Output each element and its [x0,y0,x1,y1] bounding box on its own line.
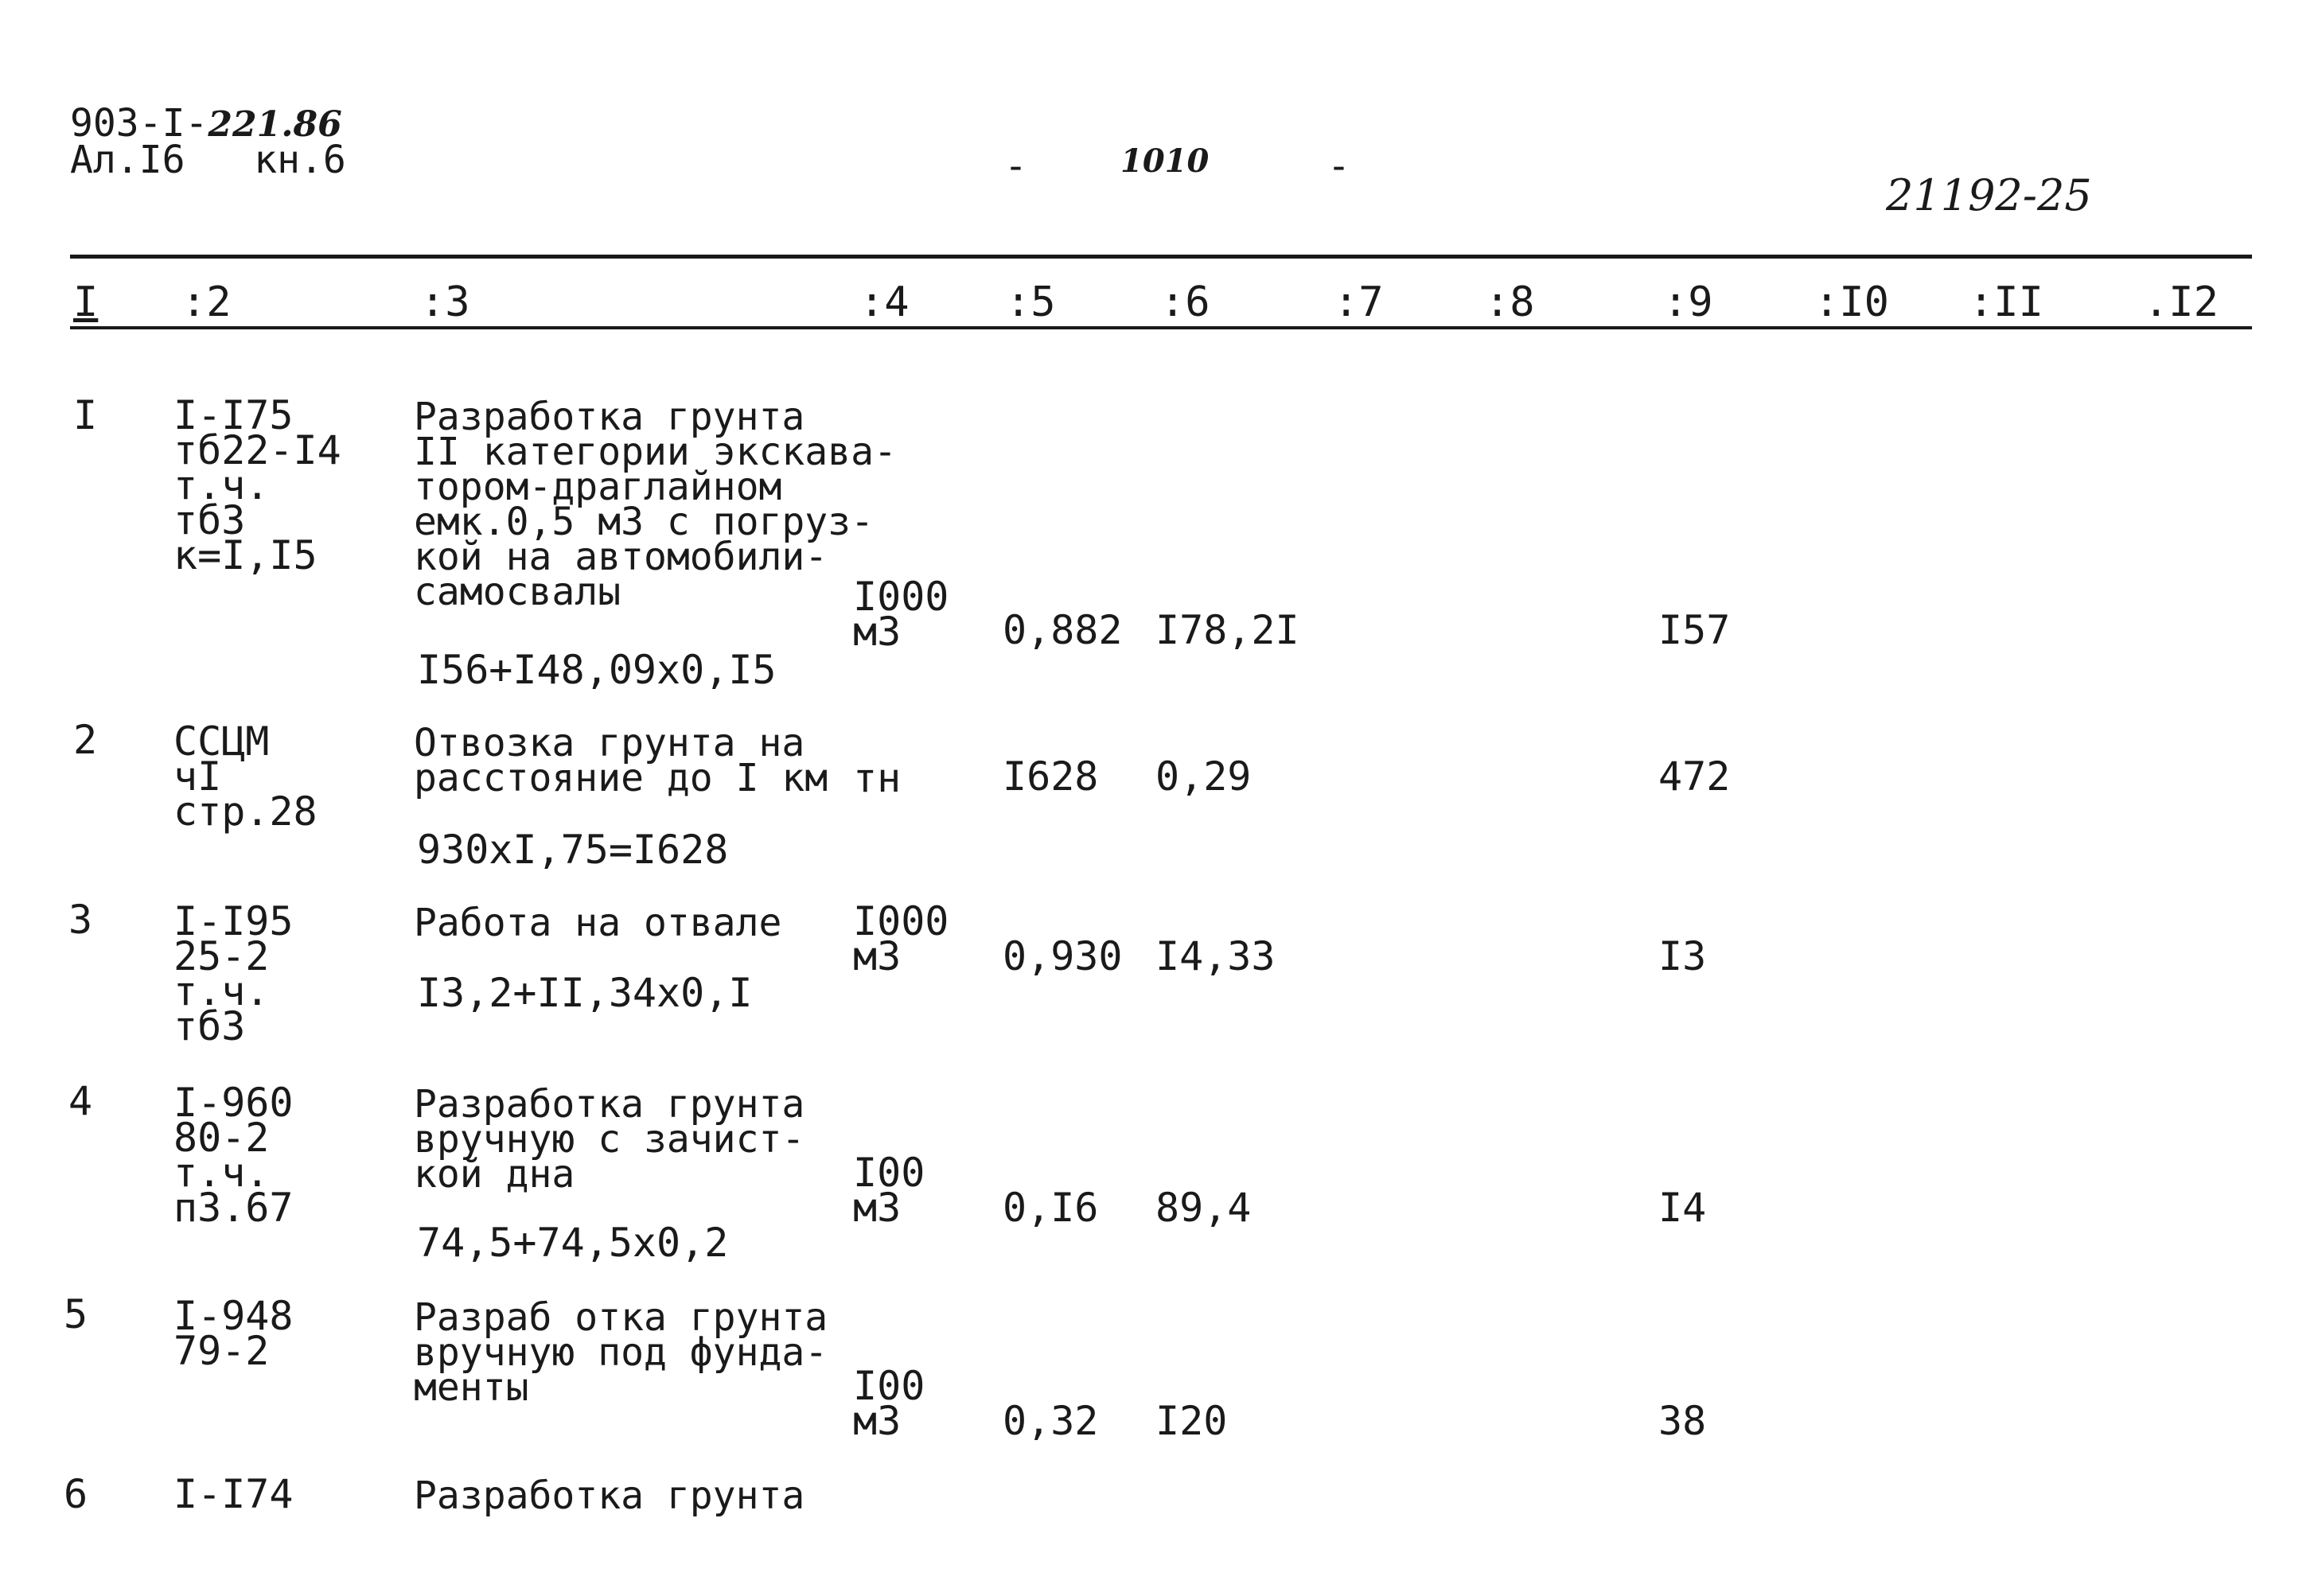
row-formula: I3,2+II,34х0,I [417,970,753,1016]
row-total: I3 [1658,933,1707,979]
column-header: :6 [1160,278,1210,326]
page-number: 1010 [1120,142,1210,180]
page-dash-right: - [1327,144,1350,189]
row-price: I78,2I [1155,607,1299,653]
row-quantity: 0,32 [1003,1398,1099,1444]
row-unit: I000 м3 [853,898,949,979]
row-price: I4,33 [1155,933,1276,979]
row-total: I4 [1658,1185,1707,1231]
doc-number-handwritten: 221.86 [208,104,342,145]
row-number: 5 [64,1291,88,1337]
column-header: :3 [420,278,470,326]
row-code: I-I75 тб22-I4 т.ч. тб3 к=I,I5 [173,392,341,578]
row-total: 38 [1658,1398,1707,1444]
column-header: :II [1969,278,2043,326]
column-header: .I2 [2144,278,2219,326]
row-description: Отвозка грунта на расстояние до I км [414,721,828,800]
album-line: Ал.I6 кн.6 [70,138,346,182]
column-header: :7 [1334,278,1384,326]
header-bottom-rule [70,326,2252,329]
column-header: :5 [1006,278,1056,326]
row-number: I [73,392,98,438]
row-price: 0,29 [1155,753,1252,800]
row-total: 472 [1658,753,1731,800]
column-header: :4 [859,278,910,326]
row-formula: 74,5+74,5х0,2 [417,1220,729,1266]
row-unit: I000 м3 [853,574,949,655]
row-quantity: 0,930 [1003,933,1123,979]
row-number: 2 [73,717,98,763]
row-quantity: 0,882 [1003,607,1123,653]
row-number: 4 [68,1078,93,1124]
row-total: I57 [1658,607,1731,653]
row-description: Разработка грунта [414,1473,805,1518]
column-header: :I0 [1814,278,1889,326]
row-quantity: I628 [1003,753,1099,800]
row-code: I-960 80-2 т.ч. п3.67 [173,1080,294,1231]
row-description: Разработка грунта вручную с зачист- кой дна [414,1082,805,1197]
row-formula: I56+I48,09х0,I5 [417,647,777,693]
column-header: I [73,278,99,326]
row-code: ССЦМ чI стр.28 [173,718,318,835]
column-header: :9 [1663,278,1713,326]
doc-number-prefix: 903-I- [70,101,208,146]
row-description: Разработка грунта II категории экскава- тором-драглайном емк.0,5 м3 с погруз- кой на автомобили- самосвалы [414,395,897,614]
row-code: I-I95 25-2 т.ч. тб3 [173,898,294,1049]
row-description: Разраб отка грунта вручную под фунда- менты [414,1295,828,1410]
row-unit: тн [853,755,902,801]
row-quantity: 0,I6 [1003,1185,1099,1231]
row-price: I20 [1155,1398,1228,1444]
row-formula: 930хI,75=I628 [417,827,729,873]
row-number: 3 [68,897,93,943]
stamp-number: 21192-25 [1886,170,2092,220]
row-description: Работа на отвале [414,901,782,945]
column-header: :2 [181,278,232,326]
row-unit: I00 м3 [853,1363,925,1444]
top-rule [70,255,2252,259]
row-number: 6 [64,1471,88,1517]
row-price: 89,4 [1155,1185,1252,1231]
page-dash-left: - [1004,144,1027,189]
row-unit: I00 м3 [853,1150,925,1231]
row-code: I-I74 [173,1471,294,1517]
row-code: I-948 79-2 [173,1293,294,1374]
column-header: :8 [1485,278,1535,326]
